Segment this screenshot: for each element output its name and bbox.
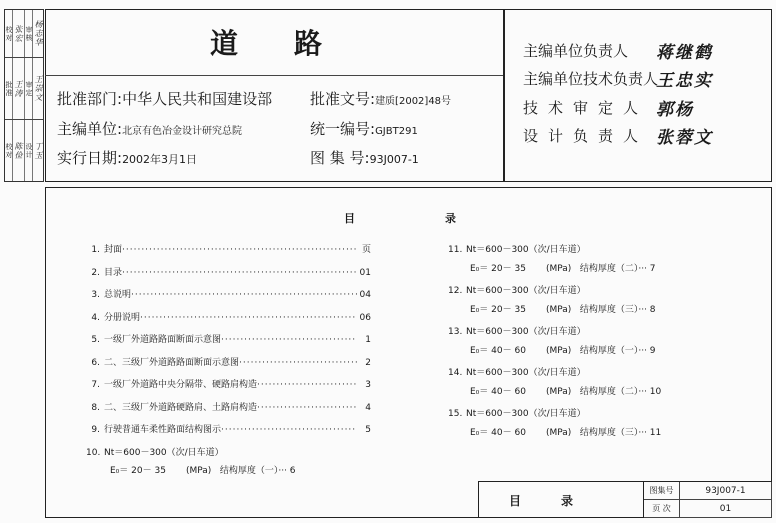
- strip-role: 审核: [25, 25, 33, 42]
- strip-cell: [33, 120, 44, 181]
- strip-role: 批准: [5, 80, 13, 97]
- strip-cell: [13, 120, 25, 181]
- strip-cell: [33, 10, 44, 57]
- title-block: [478, 481, 772, 518]
- toc-item-detail: E₀＝ 20－ 35 (MPa) 结构厚度（一）··· 6: [110, 465, 296, 476]
- strip-cell: [5, 120, 13, 181]
- toc-item[interactable]: [86, 242, 371, 255]
- toc-item[interactable]: [86, 377, 371, 390]
- toc-item-line1: Nt＝600－300（次/日车道）: [104, 447, 224, 458]
- atlas-number: 图 集 号:93J007-1: [310, 149, 419, 167]
- title-divider: [45, 75, 503, 76]
- toc-leader: [122, 245, 357, 254]
- toc-item-number: 3.: [91, 290, 100, 300]
- toc-item[interactable]: [86, 400, 371, 413]
- toc-item[interactable]: [86, 287, 371, 300]
- toc-item-title: 行驶普通车柔性路面结构图示: [104, 425, 222, 435]
- toc-item[interactable]: [448, 324, 586, 337]
- strip-role: 校对: [5, 25, 13, 42]
- toc-item-page: 06: [359, 312, 371, 323]
- toc-item[interactable]: [448, 283, 586, 296]
- responsible-signature: 蒋继鹤: [656, 43, 713, 63]
- toc-item-line1: Nt＝600－300（次/日车道）: [466, 286, 586, 296]
- strip-cell: [25, 10, 33, 57]
- strip-cell: [25, 58, 33, 119]
- toc-item-detail: E₀＝ 40－ 60 (MPa) 结构厚度（一）··· 9: [470, 346, 656, 356]
- toc-item-number: 10.: [86, 447, 101, 458]
- toc-item-number: 8.: [91, 402, 100, 413]
- editor-unit: 主编单位:北京有色冶金设计研究总院: [57, 120, 243, 138]
- responsible-signature: 王忠实: [656, 71, 713, 91]
- toc-leader: [140, 313, 357, 322]
- page-no-value: 01: [680, 500, 772, 518]
- toc-item-title: 分册说明: [104, 312, 141, 323]
- responsible-signature: 张蓉文: [656, 128, 713, 148]
- toc-item-title: 二、三级厂外道路路面断面示意图: [104, 357, 240, 368]
- strip-cell: [13, 10, 25, 57]
- strip-signature: 杨志华: [34, 20, 43, 47]
- toc-item[interactable]: [86, 445, 224, 458]
- toc-item-detail: E₀＝ 20－ 35 (MPa) 结构厚度（三）··· 8: [470, 305, 656, 315]
- toc-item-number: 12.: [448, 286, 463, 296]
- toc-item-title: 目录: [104, 267, 123, 278]
- strip-cell: [13, 58, 25, 119]
- toc-item-page: 01: [359, 267, 371, 278]
- strip-cell: [5, 58, 13, 119]
- toc-leader: [221, 335, 357, 344]
- toc-item[interactable]: [86, 310, 371, 323]
- toc-item-title: 一级厂外道路中央分隔带、硬路肩构造: [104, 380, 258, 390]
- strip-row-1: [5, 10, 43, 58]
- contents-heading: 目录: [344, 212, 546, 225]
- strip-signature: 陈俭: [14, 141, 23, 160]
- strip-cell: [25, 120, 33, 181]
- toc-item-number: 2.: [91, 267, 100, 278]
- page-title: 道路: [210, 27, 379, 60]
- strip-signature: 丁玉: [34, 141, 43, 160]
- toc-item-number: 5.: [91, 335, 100, 345]
- toc-leader: [257, 380, 357, 389]
- toc-item-number: 1.: [91, 245, 100, 255]
- toc-item-page: 2: [365, 357, 371, 368]
- toc-leader: [221, 425, 357, 434]
- strip-cell: [33, 58, 44, 119]
- approval-strip: [4, 9, 44, 182]
- toc-item-detail: E₀＝ 20－ 35 (MPa) 结构厚度（二）··· 7: [470, 264, 656, 274]
- toc-item-page: 04: [359, 290, 371, 300]
- toc-item-title: 总说明: [104, 290, 132, 300]
- strip-role: 审定: [25, 80, 33, 97]
- toc-item-page: 5: [365, 425, 371, 435]
- toc-item-number: 15.: [448, 409, 463, 419]
- toc-item-number: 4.: [91, 312, 100, 323]
- toc-item-line1: Nt＝600－300（次/日车道）: [466, 327, 586, 337]
- atlas-no-value: 93J007-1: [680, 482, 772, 500]
- toc-item-line1: Nt＝600－300（次/日车道）: [466, 409, 586, 419]
- toc-item-detail: E₀＝ 40－ 60 (MPa) 结构厚度（二）··· 10: [470, 387, 662, 397]
- strip-signature: 王涛: [14, 79, 23, 98]
- responsible-row: 技术审定人: [523, 99, 649, 117]
- responsible-row: 主编单位负责人: [523, 42, 629, 60]
- toc-item-title: 封面: [104, 245, 123, 255]
- toc-item-number: 14.: [448, 368, 463, 378]
- toc-item-detail: E₀＝ 40－ 60 (MPa) 结构厚度（三）··· 11: [470, 428, 662, 438]
- strip-row-2: [5, 58, 43, 120]
- toc-leader: [239, 358, 357, 367]
- toc-item-page: 1: [365, 335, 371, 345]
- toc-leader: [122, 268, 357, 277]
- toc-item-number: 11.: [448, 245, 463, 255]
- responsible-row: 主编单位技术负责人: [523, 70, 659, 88]
- toc-item[interactable]: [448, 365, 586, 378]
- implementation-date: 实行日期:2002年3月1日: [57, 149, 198, 167]
- unified-number: 统一编号:GJBT291: [310, 120, 418, 138]
- responsible-row: 设计负责人: [523, 127, 649, 145]
- strip-role: 校对: [5, 142, 13, 159]
- toc-item-line1: Nt＝600－300（次/日车道）: [466, 245, 586, 255]
- toc-leader: [257, 403, 357, 412]
- toc-item-title: 二、三级厂外道路硬路肩、土路肩构造: [104, 402, 258, 413]
- toc-item[interactable]: [86, 355, 371, 368]
- toc-item-title: 一级厂外道路路面断面示意图: [104, 335, 222, 345]
- toc-item-number: 6.: [91, 357, 100, 368]
- strip-role: 设计: [25, 142, 33, 159]
- toc-item-page: 3: [365, 380, 371, 390]
- toc-item[interactable]: [86, 422, 371, 435]
- toc-item-number: 7.: [91, 380, 100, 390]
- toc-item[interactable]: [448, 406, 586, 419]
- toc-item-line1: Nt＝600－300（次/日车道）: [466, 368, 586, 378]
- page-no-label: 页 次: [644, 500, 680, 518]
- toc-item[interactable]: [86, 265, 371, 278]
- toc-item[interactable]: [448, 242, 586, 255]
- strip-signature: 王崇文: [34, 75, 43, 102]
- toc-item[interactable]: [86, 332, 371, 345]
- toc-leader: [131, 290, 357, 299]
- atlas-no-label: 图集号: [644, 482, 680, 500]
- toc-item-page: 4: [365, 402, 371, 413]
- strip-row-3: [5, 120, 43, 181]
- frame-divider: [503, 9, 505, 182]
- toc-item-number: 13.: [448, 327, 463, 337]
- strip-cell: [5, 10, 13, 57]
- responsible-signature: 郭杨: [656, 100, 694, 120]
- toc-item-page: 页: [361, 245, 371, 255]
- approval-dept: 批准部门:中华人民共和国建设部: [57, 90, 273, 108]
- title-block-name: 目录: [479, 482, 644, 518]
- approval-doc: 批准文号:建质[2002]48号: [310, 90, 452, 108]
- strip-signature: 张宏: [14, 24, 23, 43]
- toc-item-number: 9.: [91, 425, 100, 435]
